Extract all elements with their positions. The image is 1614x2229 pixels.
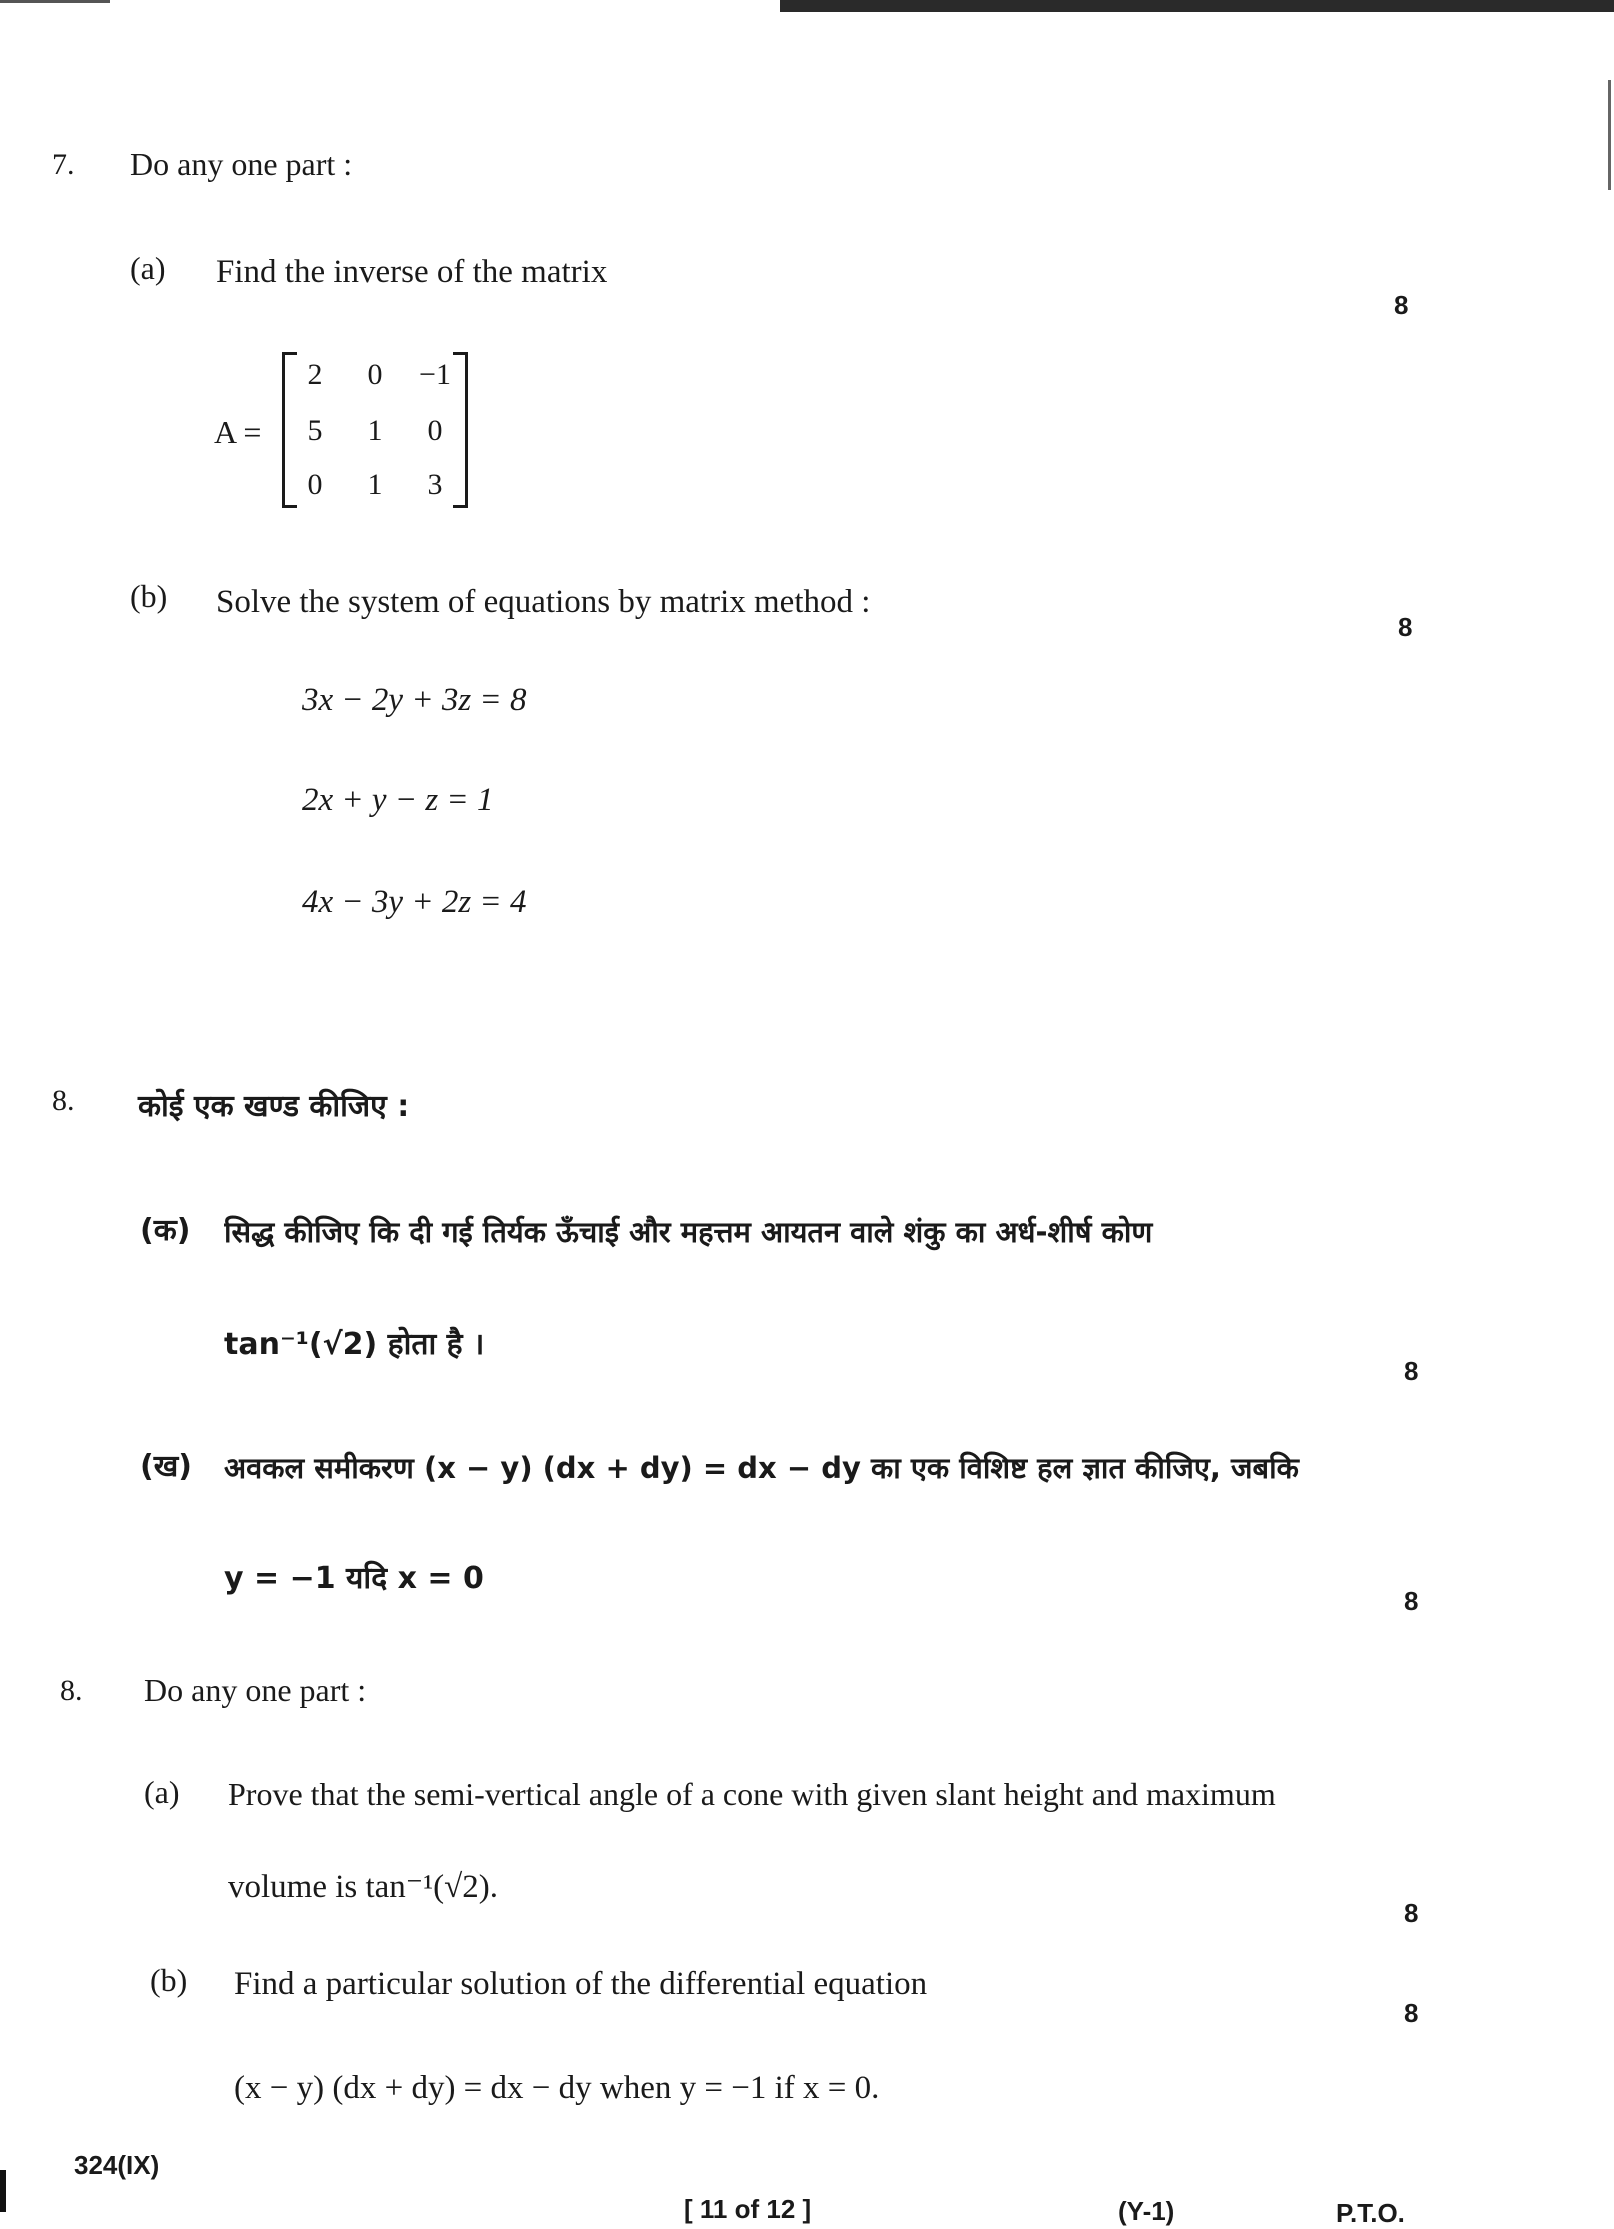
q8-english-heading: Do any one part : bbox=[144, 1672, 367, 1708]
q7b-marks: 8 bbox=[1398, 612, 1413, 642]
matrix-row-1 bbox=[285, 358, 465, 392]
scan-artifact-bottom-left bbox=[0, 2170, 6, 2212]
q7-number: 7. bbox=[52, 148, 75, 181]
q8-english-b-line2: (x − y) (dx + dy) = dx − dy when y = −1 if x = 0. bbox=[234, 2070, 880, 2106]
pto-label: P.T.O. bbox=[1336, 2198, 1405, 2228]
matrix-brackets bbox=[282, 352, 468, 508]
matrix-cell: 5 bbox=[307, 414, 323, 447]
q8-english-b-marks: 8 bbox=[1404, 1998, 1419, 2028]
q8-hindi-number: 8. bbox=[52, 1084, 75, 1117]
matrix-row-2 bbox=[285, 414, 465, 448]
matrix-lhs: A = bbox=[214, 414, 262, 450]
q8-english-b-line1: Find a particular solution of the differential equation bbox=[234, 1966, 928, 2002]
q8-hindi-b-line1: अवकल समीकरण (x − y) (dx + dy) = dx − dy का एक विशिष्ट हल ज्ञात कीजिए, जबकि bbox=[224, 1451, 1299, 1485]
q8-hindi-a-line1: सिद्ध कीजिए कि दी गई तिर्यक ऊँचाई और महत्तम आयतन वाले शंकु का अर्ध-शीर्ष कोण bbox=[224, 1215, 1153, 1249]
q8-hindi-a-line2: tan⁻¹(√2) होता है । bbox=[224, 1327, 485, 1362]
q8-hindi-b-label: (ख) bbox=[140, 1449, 192, 1484]
matrix-cell: 2 bbox=[307, 358, 323, 391]
matrix-cell: 3 bbox=[427, 468, 443, 501]
q8-english-a-marks: 8 bbox=[1404, 1898, 1419, 1928]
page-number: [ 11 of 12 ] bbox=[684, 2194, 812, 2224]
equation-2: 2x + y − z = 1 bbox=[302, 782, 494, 818]
q8-english-a-line2: volume is tan⁻¹(√2). bbox=[228, 1869, 498, 1905]
matrix-row-3 bbox=[285, 468, 465, 502]
scan-artifact-top-bar bbox=[780, 0, 1614, 12]
q8-hindi-heading: कोई एक खण्ड कीजिए : bbox=[138, 1089, 410, 1124]
q8-hindi-a-label: (क) bbox=[140, 1213, 191, 1248]
q8-english-a-line1: Prove that the semi-vertical angle of a cone with given slant height and maximum bbox=[228, 1776, 1276, 1812]
scan-artifact-top-left bbox=[0, 0, 110, 3]
q7-heading: Do any one part : bbox=[130, 146, 353, 182]
set-code: (Y-1) bbox=[1118, 2196, 1175, 2226]
equation-3: 4x − 3y + 2z = 4 bbox=[302, 884, 527, 920]
q7a-text: Find the inverse of the matrix bbox=[216, 254, 608, 290]
q7b-text: Solve the system of equations by matrix method : bbox=[216, 584, 871, 620]
matrix-cell: −1 bbox=[419, 358, 451, 391]
matrix-cell: 0 bbox=[427, 414, 443, 447]
q7a-marks: 8 bbox=[1394, 290, 1409, 320]
q8-english-b-label: (b) bbox=[150, 1962, 188, 1998]
q8-hindi-b-marks: 8 bbox=[1404, 1586, 1419, 1616]
paper-code: 324(IX) bbox=[74, 2150, 160, 2180]
q8-english-a-label: (a) bbox=[144, 1774, 180, 1810]
q8-english-number: 8. bbox=[60, 1674, 83, 1707]
matrix-cell: 0 bbox=[307, 468, 323, 501]
matrix-cell: 1 bbox=[367, 468, 383, 501]
scan-artifact-right-edge bbox=[1608, 80, 1611, 190]
q7a-label: (a) bbox=[130, 250, 166, 286]
matrix-cell: 1 bbox=[367, 414, 383, 447]
matrix-cell: 0 bbox=[367, 358, 383, 391]
q7b-label: (b) bbox=[130, 578, 168, 614]
equation-1: 3x − 2y + 3z = 8 bbox=[302, 682, 527, 718]
q8-hindi-b-line2: y = −1 यदि x = 0 bbox=[224, 1561, 484, 1596]
q8-hindi-a-marks: 8 bbox=[1404, 1356, 1419, 1386]
